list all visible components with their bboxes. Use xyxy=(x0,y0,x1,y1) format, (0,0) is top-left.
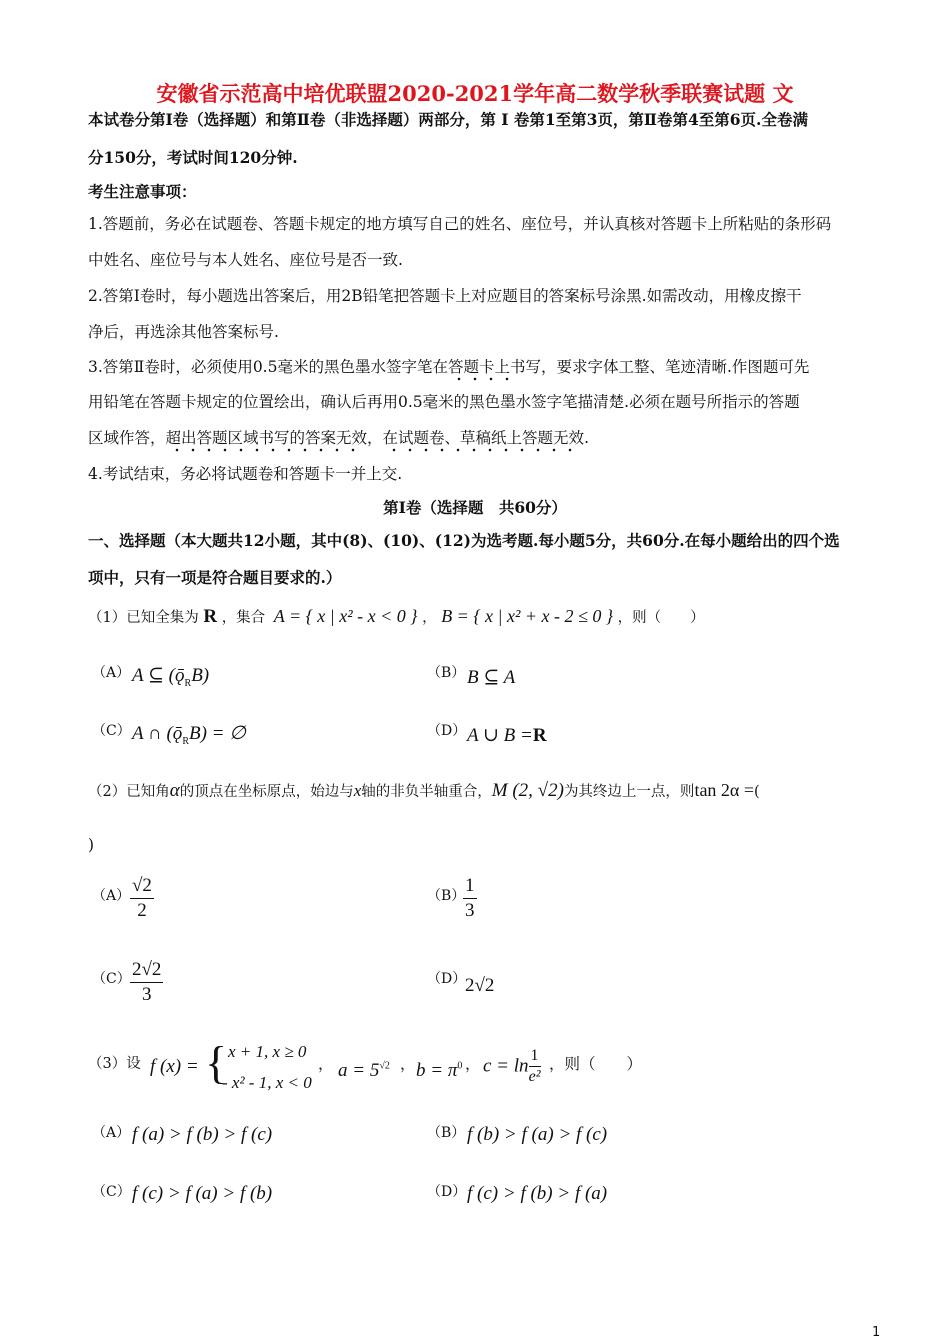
q1-option-c-sub: R xyxy=(182,735,189,747)
q2-option-d: 2√2 xyxy=(465,975,495,996)
notice-item-3c-pre: 区域作答， xyxy=(88,429,166,447)
q2-stem-mid3: 为其终边上一点，则 xyxy=(563,784,695,800)
q3-sep-2: ， xyxy=(400,1055,416,1073)
q3-label-a: （A） xyxy=(92,1125,131,1141)
q1-stem-post: ，则（ ） xyxy=(617,610,705,626)
section-heading: 第Ⅰ卷（选择题 共60分） xyxy=(383,498,567,517)
q3-b-exp: 0 xyxy=(457,1060,463,1072)
q1-option-c xyxy=(132,722,246,747)
notice-item-3c-emph-2: 在试题卷、草稿纸上答题无效 xyxy=(383,429,585,453)
q2-option-c-frac xyxy=(130,958,163,1007)
notice-item-1a: 1.答题前，务必在试题卷、答题卡规定的地方填写自己的姓名、座位号，并认真核对答题卡上所粘贴的条形码 xyxy=(88,215,832,233)
notice-item-3b: 用铅笔在答题卡规定的位置绘出，确认后再用0.5毫米的黑色墨水签字笔描清楚.必须在题号所指示的答题 xyxy=(88,393,800,411)
notice-item-2a: 2.答第Ⅰ卷时，每小题选出答案后，用2B铅笔把答题卡上对应题目的答案标号涂黑.如需改动，用橡皮擦干 xyxy=(88,287,802,305)
q2-label-c: （C） xyxy=(92,971,131,987)
notice-item-3c xyxy=(88,426,589,448)
q1-option-c-text: A ∩ (ǭ xyxy=(132,723,183,744)
q1-option-b: B ⊆ A xyxy=(467,667,516,688)
q1-set-B: B = { x | x² + x - 2 ≤ 0 } xyxy=(441,606,614,626)
q3-label-b: （B） xyxy=(427,1125,466,1141)
q2-option-c-den: 3 xyxy=(141,984,152,1005)
q1-label-a: （A） xyxy=(92,665,131,681)
q3-sep-3: ， xyxy=(465,1055,481,1073)
q3-c-den: e² xyxy=(528,1068,541,1085)
intro-line-1: 本试卷分第Ⅰ卷（选择题）和第Ⅱ卷（非选择题）两部分，第 I 卷第1至第3页，第Ⅱ卷第4至第6页.全卷满 xyxy=(88,110,808,129)
q3-f-expr: f (x) = xyxy=(150,1056,199,1077)
q2-alpha: α xyxy=(169,780,180,801)
q3-brace: { xyxy=(205,1037,228,1088)
q2-tan: tan 2α = xyxy=(694,780,755,800)
q1-option-a-text: A ⊆ (ǭ xyxy=(132,665,185,686)
q1-set-A: A = { x | x² - x < 0 } xyxy=(273,606,418,626)
q2-label-d: （D） xyxy=(427,971,467,987)
q1-universal-set: R xyxy=(203,606,218,627)
q1-option-a-tail: B) xyxy=(191,665,210,686)
q1-label-b: （B） xyxy=(427,665,466,681)
q3-c-num: 1 xyxy=(529,1046,541,1067)
q3-c-expr xyxy=(483,1046,541,1087)
q2-option-b-num: 1 xyxy=(463,874,477,899)
part1-line-b: 项中，只有一项是符合题目要求的.） xyxy=(88,568,342,587)
q3-a-expr xyxy=(338,1060,390,1082)
q2-option-b-frac xyxy=(463,874,477,923)
q3-a-base: a = 5 xyxy=(338,1060,380,1081)
q2-point: M (2, √2) xyxy=(491,780,564,801)
q1-option-c-tail: B) = ∅ xyxy=(188,723,246,744)
part1-line-a: 一、选择题（本大题共12小题，其中(8)、(10)、(12)为选考题.每小题5分，共60分.在每小题给出的四个选 xyxy=(88,531,840,550)
q2-label-a: （A） xyxy=(92,888,131,904)
q2-option-a xyxy=(130,874,154,923)
q1-set-word: ，集合 xyxy=(221,610,266,626)
q2-option-b xyxy=(463,874,477,923)
q2-stem-mid2: 轴的非负半轴重合， xyxy=(361,784,492,800)
q1-option-d-text: A ∪ B = xyxy=(467,725,533,746)
notice-item-3a-pre: 3.答第Ⅱ卷时，必须使用0.5毫米的黑色墨水签字笔在 xyxy=(88,358,448,376)
q1-option-d xyxy=(467,724,547,747)
q1-option-a xyxy=(132,664,209,689)
q3-b-expr xyxy=(416,1060,462,1082)
q3-option-d: f (c) > f (b) > f (a) xyxy=(467,1183,608,1204)
q3-stem-post: ，则（ ） xyxy=(549,1055,643,1073)
q3-option-b: f (b) > f (a) > f (c) xyxy=(467,1124,608,1145)
q2-paren-open: ( xyxy=(754,784,760,800)
notice-item-3c-emph-1: 超出答题区域书写的答案无效 xyxy=(166,429,368,453)
q3-case-2: - x² - 1, x < 0 xyxy=(222,1073,312,1092)
q3-option-a: f (a) > f (b) > f (c) xyxy=(132,1124,273,1145)
q3-b-base: b = π xyxy=(416,1060,458,1081)
q3-a-exp: √2 xyxy=(379,1060,390,1072)
q3-label-c: （C） xyxy=(92,1184,131,1200)
notice-item-3c-post: . xyxy=(584,429,589,447)
q2-option-b-den: 3 xyxy=(465,900,475,921)
q2-option-a-num: √2 xyxy=(130,874,154,899)
notice-item-3a-emph: 答题卡上 xyxy=(448,358,510,382)
q3-option-c: f (c) > f (a) > f (b) xyxy=(132,1183,273,1204)
notice-item-3c-mid: ， xyxy=(367,429,383,447)
q2-option-c-num: 2√2 xyxy=(130,958,163,983)
q3-c-frac xyxy=(529,1046,541,1087)
notice-heading: 考生注意事项： xyxy=(88,182,197,201)
page-number: 1 xyxy=(872,1325,881,1340)
q2-stem-mid: 的顶点在坐标原点，始边与 xyxy=(179,784,354,800)
notice-item-3a-post: 书写，要求字体工整、笔迹清晰.作图题可先 xyxy=(510,358,810,376)
page-title: 安徽省示范高中培优联盟2020-2021学年高二数学秋季联赛试题 文 xyxy=(156,81,794,106)
q2-stem xyxy=(88,780,760,802)
notice-item-2b: 净后，再选涂其他答案标号. xyxy=(88,323,279,341)
notice-item-1b: 中姓名、座位号与本人姓名、座位号是否一致. xyxy=(88,251,403,269)
q2-option-c xyxy=(130,958,163,1007)
q2-label-b: （B） xyxy=(427,888,466,904)
q2-stem-pre: （2）已知角 xyxy=(88,784,170,800)
q3-label-d: （D） xyxy=(427,1184,467,1200)
q2-option-a-frac xyxy=(130,874,154,923)
intro-line-2: 分150分，考试时间120分钟. xyxy=(88,148,298,167)
q2-paren-close: ) xyxy=(88,836,95,854)
q3-c-base: c = ln xyxy=(483,1055,529,1077)
notice-item-4: 4.考试结束，务必将试题卷和答题卡一并上交. xyxy=(88,465,403,483)
q1-stem-pre: （1）已知全集为 xyxy=(88,610,199,626)
q1-label-c: （C） xyxy=(92,723,131,739)
q3-stem-pre: （3）设 xyxy=(88,1056,141,1072)
q1-label-d: （D） xyxy=(427,723,467,739)
q1-option-d-tail: R xyxy=(532,725,547,746)
q3-sep-1: ， xyxy=(318,1055,334,1073)
q2-option-a-den: 2 xyxy=(137,900,147,921)
q2-x: x xyxy=(353,781,362,800)
q1-comma: ， xyxy=(422,610,437,626)
notice-item-3a xyxy=(88,355,809,377)
q1-option-a-sub: R xyxy=(184,677,192,689)
q1-stem xyxy=(88,606,705,628)
q3-case-1: x + 1, x ≥ 0 xyxy=(228,1042,307,1061)
